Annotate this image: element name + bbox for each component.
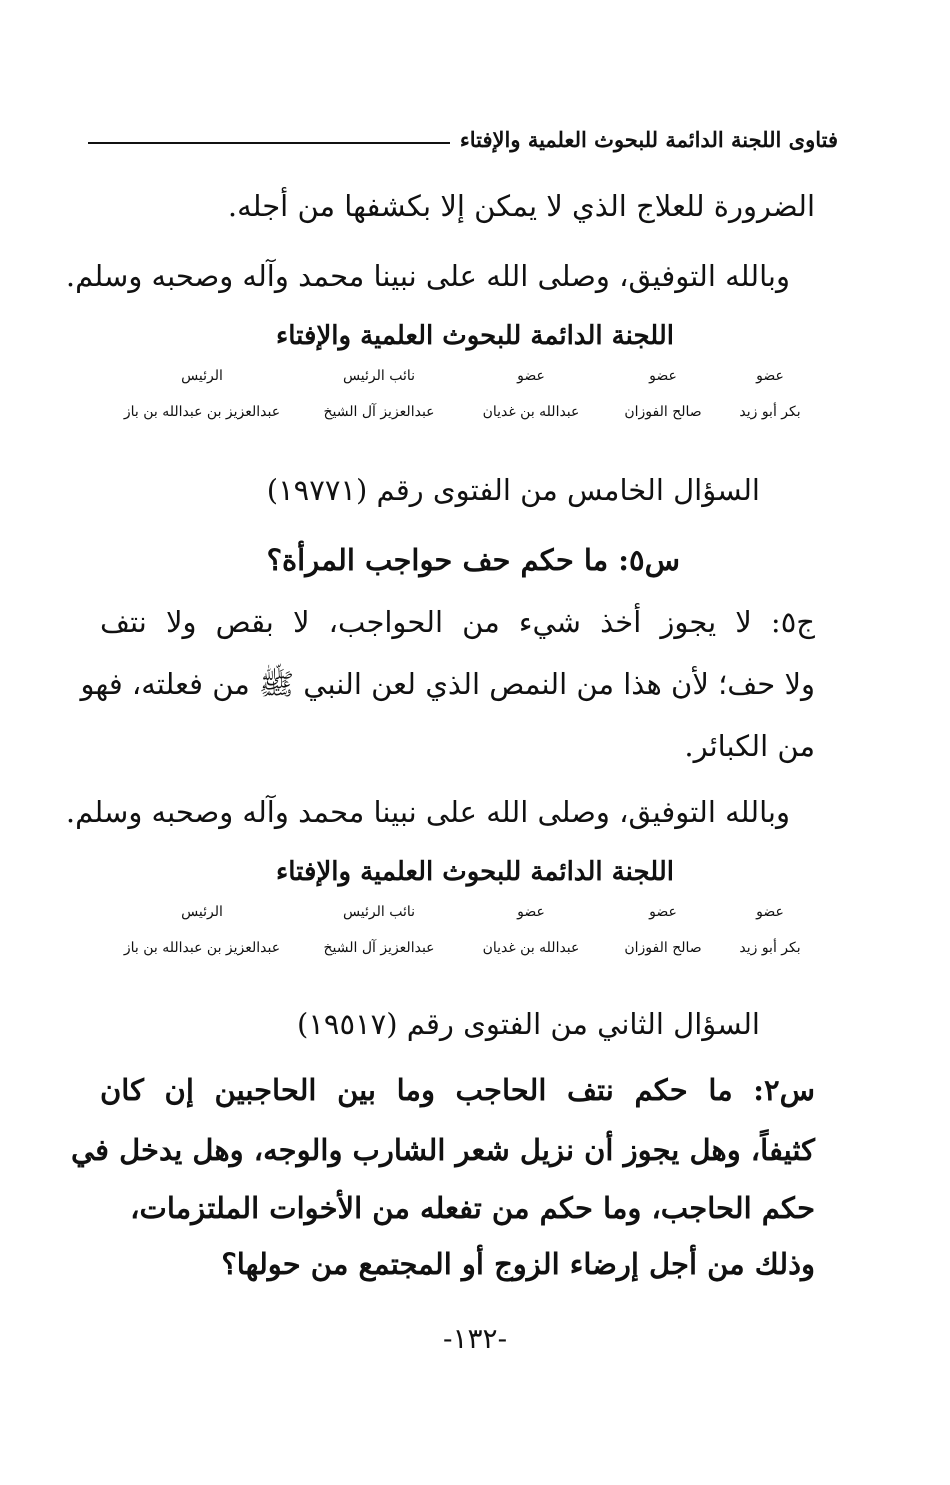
signatory-name: بكر أبو زيد — [739, 404, 801, 420]
signatory-name: صالح الفوزان — [624, 940, 702, 956]
committee-title: اللجنة الدائمة للبحوث العلمية والإفتاء — [276, 321, 674, 351]
role: الرئيس — [181, 368, 223, 384]
signature-roles — [112, 904, 810, 920]
role: عضو — [649, 904, 677, 920]
role: عضو — [517, 904, 545, 920]
page-number: -١٣٢- — [442, 1322, 508, 1355]
question-line: حكم الحاجب، وما حكم من تفعله من الأخوات الملتزمات، — [130, 1191, 815, 1225]
signatory-name: عبدالله بن غديان — [482, 404, 580, 420]
question-line: كثيفاً، وهل يجوز أن نزيل شعر الشارب والوجه، وهل يدخل في — [70, 1133, 815, 1167]
role: عضو — [517, 368, 545, 384]
role: نائب الرئيس — [342, 904, 416, 920]
signatory-name: صالح الفوزان — [624, 404, 702, 420]
fatwa-heading: السؤال الخامس من الفتوى رقم (١٩٧٧١) — [266, 473, 760, 507]
role: عضو — [756, 904, 784, 920]
closing-line: وبالله التوفيق، وصلى الله على نبينا محمد وآله وصحبه وسلم. — [65, 259, 790, 293]
role: نائب الرئيس — [342, 368, 416, 384]
signatory-name: بكر أبو زيد — [739, 940, 801, 956]
closing-line: وبالله التوفيق، وصلى الله على نبينا محمد وآله وصحبه وسلم. — [65, 795, 790, 829]
signature-names — [112, 940, 810, 956]
fatwa-heading: السؤال الثاني من الفتوى رقم (١٩٥١٧) — [297, 1007, 760, 1041]
question-line: وذلك من أجل إرضاء الزوج أو المجتمع من حولها؟ — [221, 1247, 815, 1281]
signatory-name: عبدالعزيز آل الشيخ — [323, 404, 435, 420]
signature-roles — [112, 368, 810, 384]
signatory-name: عبدالعزيز آل الشيخ — [323, 940, 435, 956]
signature-names — [112, 404, 810, 420]
header-rule — [88, 142, 450, 144]
answer-line: ولا حف؛ لأن هذا من النمص الذي لعن النبي ﷺ من فعلته، فهو — [80, 667, 815, 701]
running-header — [88, 112, 838, 152]
paragraph-line: الضرورة للعلاج الذي لا يمكن إلا بكشفها من أجله. — [227, 189, 815, 223]
answer-line: ج٥: لا يجوز أخذ شيء من الحواجب، لا بقص ولا نتف — [100, 605, 815, 639]
role: الرئيس — [181, 904, 223, 920]
role: عضو — [649, 368, 677, 384]
signatory-name: عبدالعزيز بن عبدالله بن باز — [123, 404, 281, 420]
role: عضو — [756, 368, 784, 384]
question-line: س٢: ما حكم نتف الحاجب وما بين الحاجبين إن كان — [100, 1073, 815, 1107]
signatory-name: عبدالله بن غديان — [482, 940, 580, 956]
header-title: فتاوى اللجنة الدائمة للبحوث العلمية والإفتاء — [459, 127, 838, 152]
committee-title: اللجنة الدائمة للبحوث العلمية والإفتاء — [276, 857, 674, 887]
answer-line: من الكبائر. — [684, 729, 815, 763]
question-text: س٥: ما حكم حف حواجب المرأة؟ — [266, 543, 680, 577]
signatory-name: عبدالعزيز بن عبدالله بن باز — [123, 940, 281, 956]
